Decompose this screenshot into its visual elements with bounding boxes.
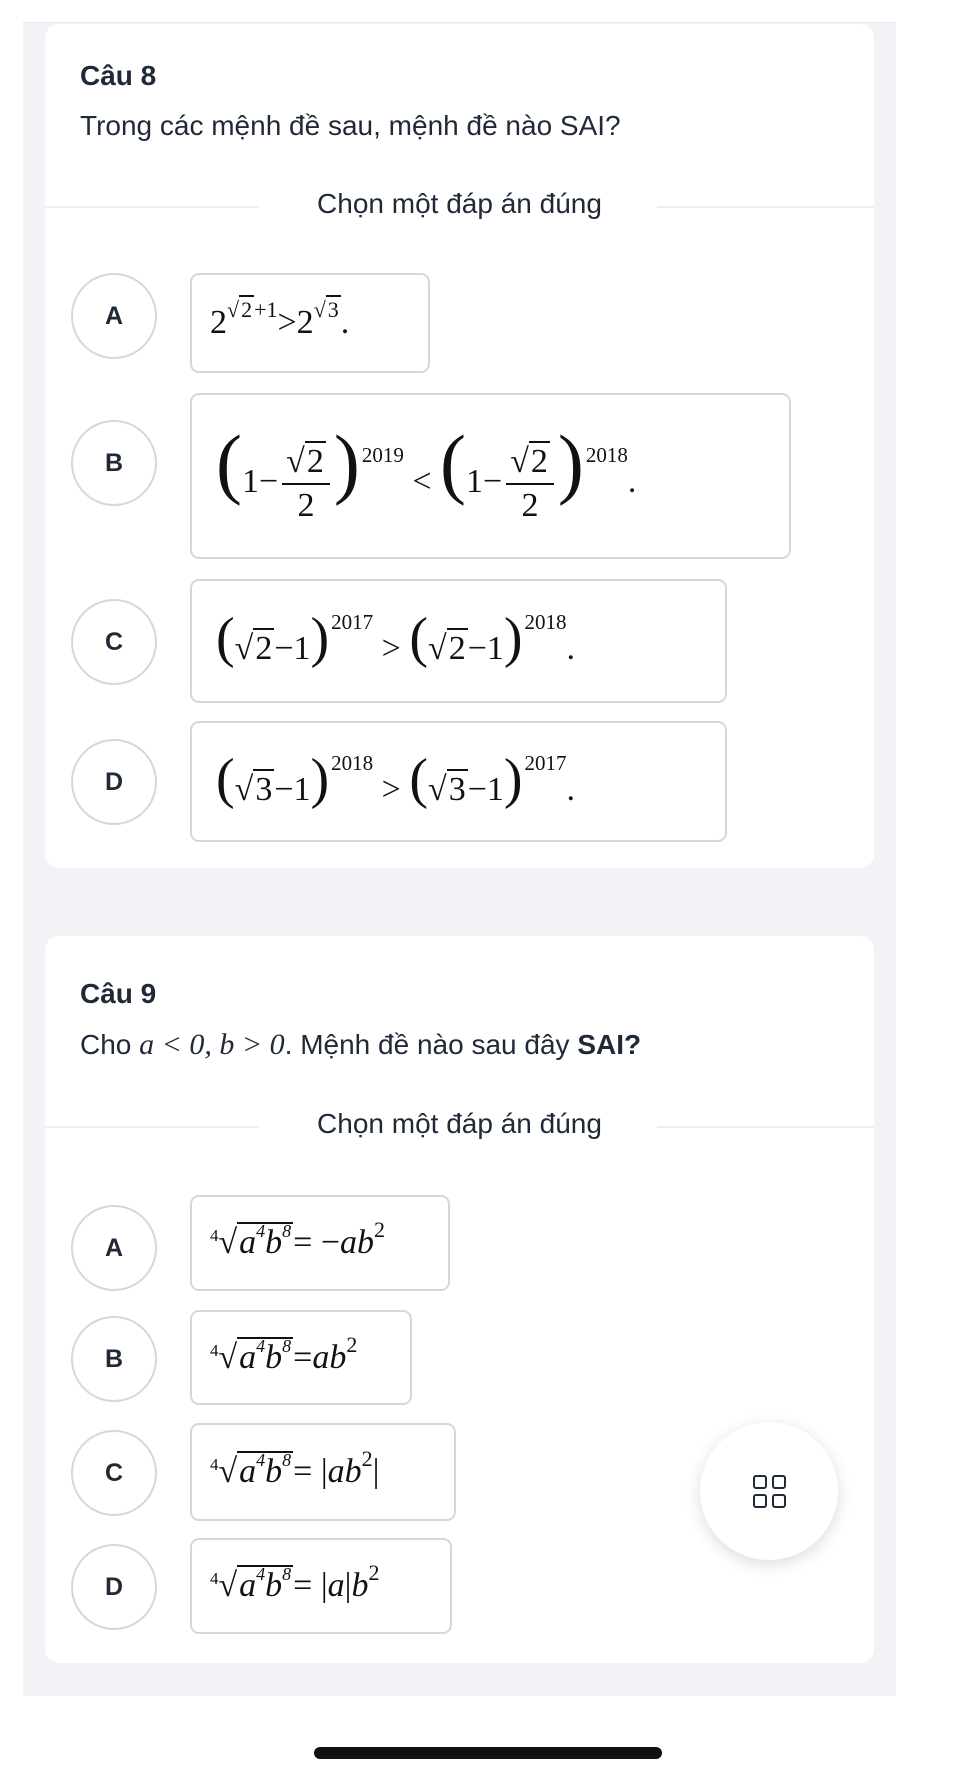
option-letter-c[interactable]: C [71, 1430, 157, 1516]
option-b[interactable] [190, 1310, 412, 1405]
question-title: Câu 9 [80, 978, 157, 1009]
option-a-formula: $2^{√2+1}>2^{√3}$. [210, 297, 350, 341]
question-text [80, 1028, 641, 1062]
question-condition: a < 0, b > 0 [139, 1028, 285, 1061]
option-d-formula: $^4√a^4b^8= |a|b^2$ [210, 1560, 380, 1604]
grid-icon [753, 1475, 786, 1508]
option-letter-b[interactable]: B [71, 1316, 157, 1402]
option-d[interactable] [190, 721, 727, 842]
option-a[interactable] [190, 1195, 450, 1291]
question-emphasis: SAI? [577, 1029, 642, 1060]
option-letter-c[interactable]: C [71, 599, 157, 685]
option-a-formula: $^4√a^4b^8= -ab^2$ [210, 1217, 386, 1261]
option-letter-a[interactable]: A [71, 273, 157, 359]
instruction-divider [45, 188, 874, 219]
question-prefix: Cho [80, 1029, 132, 1060]
option-c-formula: $^4√a^4b^8= |ab^2|$ [210, 1446, 380, 1490]
option-a[interactable] [190, 273, 430, 373]
question-title: Câu 8 [80, 60, 157, 91]
question-grid-button[interactable] [700, 1422, 838, 1560]
question-text: Trong các mệnh đề sau, mệnh đề nào SAI? [80, 110, 621, 141]
option-b[interactable] [190, 393, 791, 559]
instruction-divider [45, 1108, 874, 1139]
option-letter-b[interactable]: B [71, 420, 157, 506]
question-card-8 [45, 24, 874, 868]
option-c[interactable] [190, 1423, 456, 1521]
option-letter-a[interactable]: A [71, 1205, 157, 1291]
option-letter-d[interactable]: D [71, 739, 157, 825]
option-b-formula: (1− $\frac{√2}{2}$ )$^{2019}$ < (1− $\frac{√2}{2}$ )$^{2018}$. [216, 418, 637, 525]
option-c[interactable] [190, 579, 727, 703]
option-letter-d[interactable]: D [71, 1544, 157, 1630]
option-d[interactable] [190, 1538, 452, 1634]
option-b-formula: $^4√a^4b^8=ab^2$ [210, 1331, 358, 1376]
instruction-label: Chọn một đáp án đúng [291, 1108, 628, 1139]
question-mid: . Mệnh đề nào sau đây [284, 1029, 570, 1060]
option-d-formula: $(√3-1)^{2018} > (√3-1)^{2017}$. [216, 747, 576, 810]
instruction-label: Chọn một đáp án đúng [291, 188, 628, 219]
home-indicator[interactable] [314, 1747, 662, 1759]
option-c-formula: $(√2-1)^{2017} > (√2-1)^{2018}$. [216, 607, 576, 669]
